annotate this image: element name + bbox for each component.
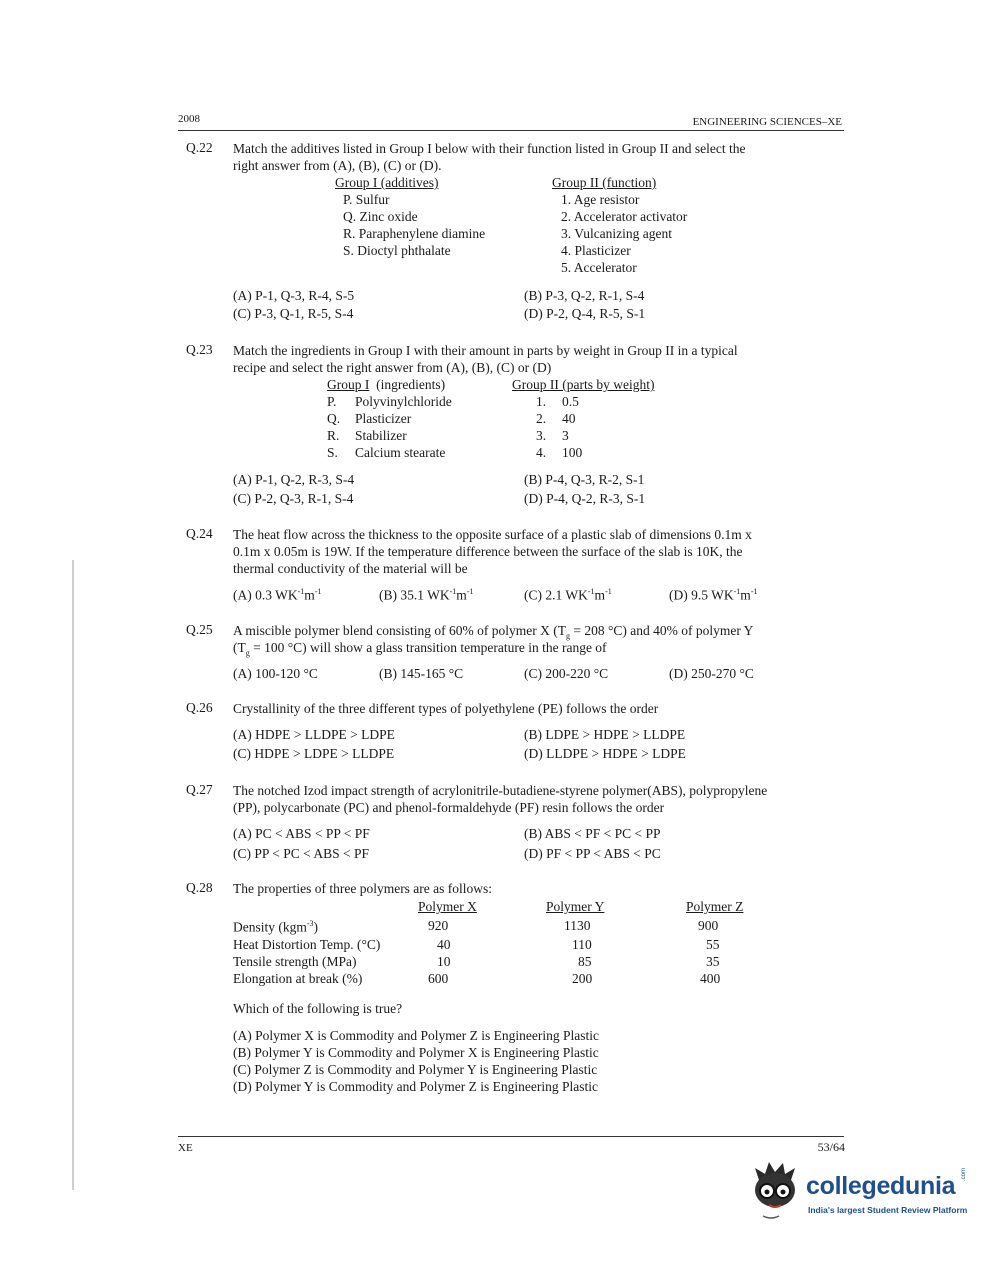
q23-group1-title: Group I: [327, 377, 370, 392]
column-header: Polymer Z: [686, 899, 744, 914]
q23-group1-title-suffix: (ingredients): [376, 377, 446, 392]
q24-option-b: (B) 35.1 $WK^{-1}m^{-1}$: [379, 587, 474, 603]
q28-properties-table: [233, 898, 743, 987]
q28-question: Which of the following is true?: [233, 1001, 403, 1016]
q22-option-a: (A) P-1, Q-3, R-4, S-5: [233, 288, 355, 303]
q27-option-d: (D) PF < PP < ABS < PC: [524, 846, 661, 861]
column-header: Polymer X: [418, 899, 477, 914]
q22-stem-2: right answer from (A), (B), (C) or (D).: [233, 158, 442, 173]
q23-option-c: (C) P-2, Q-3, R-1, S-4: [233, 491, 354, 506]
q23-group1-item: P. Polyvinylchloride: [327, 394, 452, 409]
cell: 110: [572, 936, 592, 952]
q26-option-a: (A) HDPE > LLDPE > LDPE: [233, 727, 395, 742]
q22-group1: [335, 174, 485, 259]
footer-rule: [178, 1136, 844, 1137]
q25-option-a: (A) 100-120 °C: [233, 666, 318, 681]
q22-group2-item: 4. Plasticizer: [561, 243, 631, 258]
q22-group2-item: 2. Accelerator activator: [561, 209, 688, 224]
q22-option-d: (D) P-2, Q-4, R-5, S-1: [524, 306, 646, 321]
q26-option-b: (B) LDPE > HDPE > LLDPE: [524, 727, 686, 742]
q22-group1-title: Group I (additives): [335, 175, 439, 190]
q26-stem: Crystallinity of the three different types of polyethylene (PE) follows the order: [233, 701, 659, 716]
q23-group2-item: 1. 0.5: [536, 394, 579, 409]
cell: 400: [700, 970, 721, 986]
q23-option-a: (A) P-1, Q-2, R-3, S-4: [233, 472, 355, 487]
q26-option-d: (D) LLDPE > HDPE > LDPE: [524, 746, 686, 761]
cell: 1130: [564, 917, 591, 933]
q23-group1-item: R. Stabilizer: [327, 428, 407, 443]
page-number: 53/64: [817, 1140, 845, 1154]
q24-stem-1: The heat flow across the thickness to the opposite surface of a plastic slab of dimensions 0.1m x: [233, 527, 752, 542]
q26-number: Q.26: [186, 700, 213, 715]
q28-option-a: (A) Polymer X is Commodity and Polymer Z is Engineering Plastic: [233, 1028, 599, 1043]
q24-option-a: (A) 0.3 $WK^{-1}m^{-1}$: [233, 587, 322, 603]
q23-option-b: (B) P-4, Q-3, R-2, S-1: [524, 472, 645, 487]
q23-stem-1: Match the ingredients in Group I with their amount in parts by weight in Group II in a typical: [233, 343, 738, 358]
footer-left: XE: [178, 1142, 193, 1154]
q27-number: Q.27: [186, 782, 213, 797]
collegedunia-tagline: India's largest Student Review Platform: [808, 1205, 968, 1215]
q24-option-d: (D) 9.5 $WK^{-1}m^{-1}$: [669, 587, 758, 603]
q22-option-c: (C) P-3, Q-1, R-5, S-4: [233, 306, 354, 321]
q23-stem-2: recipe and select the right answer from (A), (B), (C) or (D): [233, 360, 552, 375]
q22-group2-item: 1. Age resistor: [561, 192, 640, 207]
header-rule: [178, 130, 844, 131]
q23-group1-item: Q. Plasticizer: [327, 411, 412, 426]
q22-group2: [552, 174, 687, 276]
cell: 40: [437, 936, 451, 952]
q27-option-a: (A) PC < ABS < PP < PF: [233, 826, 370, 841]
cell: 35: [706, 953, 720, 969]
q24-number: Q.24: [186, 526, 213, 541]
table-row: [233, 936, 743, 953]
q23-group2-title: Group II (parts by weight): [512, 377, 655, 392]
cell: 600: [428, 970, 449, 986]
q24-option-c: (C) 2.1 $WK^{-1}m^{-1}$: [524, 587, 612, 603]
q23-group2-item: 4. 100: [536, 445, 583, 460]
q23-number: Q.23: [186, 342, 213, 357]
row-label: Tensile strength (MPa): [233, 953, 357, 969]
q22-group1-item: P. Sulfur: [343, 192, 390, 207]
header-title: ENGINEERING SCIENCES–XE: [692, 116, 842, 128]
q28-option-b: (B) Polymer Y is Commodity and Polymer X is Engineering Plastic: [233, 1045, 599, 1060]
q25-option-b: (B) 145-165 °C: [379, 666, 464, 681]
cell: 10: [437, 953, 451, 969]
row-label: Heat Distortion Temp. (°C): [233, 936, 381, 952]
table-row: [233, 953, 743, 970]
table-row: [233, 915, 743, 936]
q25-number: Q.25: [186, 622, 213, 637]
q28-number: Q.28: [186, 880, 213, 895]
q22-number: Q.22: [186, 140, 213, 155]
q22-stem-1: Match the additives listed in Group I below with their function listed in Group II and select the: [233, 141, 746, 156]
q23-group2-item: 3. 3: [536, 428, 569, 443]
cell: 85: [578, 953, 592, 969]
q28-option-d: (D) Polymer Y is Commodity and Polymer Z is Engineering Plastic: [233, 1079, 598, 1094]
collegedunia-mascot-icon: [745, 1160, 805, 1222]
q24-stem-2: 0.1m x 0.05m is 19W. If the temperature difference between the surface of the slab is 10K, the: [233, 544, 743, 559]
q23-group1: [327, 376, 452, 461]
q22-group2-item: 3. Vulcanizing agent: [561, 226, 673, 241]
q22-group2-title: Group II (function): [552, 175, 657, 190]
cell: 200: [572, 970, 593, 986]
q25-option-c: (C) 200-220 °C: [524, 666, 609, 681]
q22-option-b: (B) P-3, Q-2, R-1, S-4: [524, 288, 645, 303]
row-label: Density (kgm$^{-3}$): [233, 919, 319, 935]
q27-stem-2: (PP), polycarbonate (PC) and phenol-formaldehyde (PF) resin follows the order: [233, 800, 665, 815]
q23-option-d: (D) P-4, Q-2, R-3, S-1: [524, 491, 646, 506]
cell: 55: [706, 936, 720, 952]
q25-stem-2: ($T_g = 100$ °C) will show a glass transition temperature in the range of: [233, 640, 607, 658]
q23-group2: [512, 376, 654, 461]
q22-group1-item: Q. Zinc oxide: [343, 209, 418, 224]
q28-stem: The properties of three polymers are as follows:: [233, 881, 493, 896]
column-header: Polymer Y: [546, 899, 605, 914]
q27-stem-1: The notched Izod impact strength of acrylonitrile-butadiene-styrene polymer(ABS), polypropylene: [233, 783, 768, 798]
q23-group1-item: S. Calcium stearate: [327, 445, 446, 460]
q22-group1-item: R. Paraphenylene diamine: [343, 226, 486, 241]
q27-option-b: (B) ABS < PF < PC < PP: [524, 826, 661, 841]
q24-stem-3: thermal conductivity of the material will be: [233, 561, 468, 576]
collegedunia-logo-suffix: .com: [961, 1167, 967, 1181]
row-label: Elongation at break (%): [233, 970, 363, 986]
q22-group1-item: S. Dioctyl phthalate: [343, 243, 451, 258]
header-year: 2008: [178, 113, 200, 125]
q27-option-c: (C) PP < PC < ABS < PF: [233, 846, 370, 861]
table-row: [233, 970, 743, 987]
cell: 920: [428, 917, 449, 933]
collegedunia-logo-name: collegedunia: [806, 1172, 956, 1200]
cell: 900: [698, 917, 719, 933]
q25-stem-1: A miscible polymer blend consisting of 60% of polymer X ($T_g = 208$ °C) and 40% of polymer Y: [233, 623, 754, 641]
q22-group2-item: 5. Accelerator: [561, 260, 637, 275]
q25-option-d: (D) 250-270 °C: [669, 666, 754, 681]
scan-edge-shadow: [72, 560, 74, 1190]
q26-option-c: (C) HDPE > LDPE > LLDPE: [233, 746, 395, 761]
q28-option-c: (C) Polymer Z is Commodity and Polymer Y is Engineering Plastic: [233, 1062, 598, 1077]
q23-group2-item: 2. 40: [536, 411, 576, 426]
table-header-row: [233, 898, 743, 915]
